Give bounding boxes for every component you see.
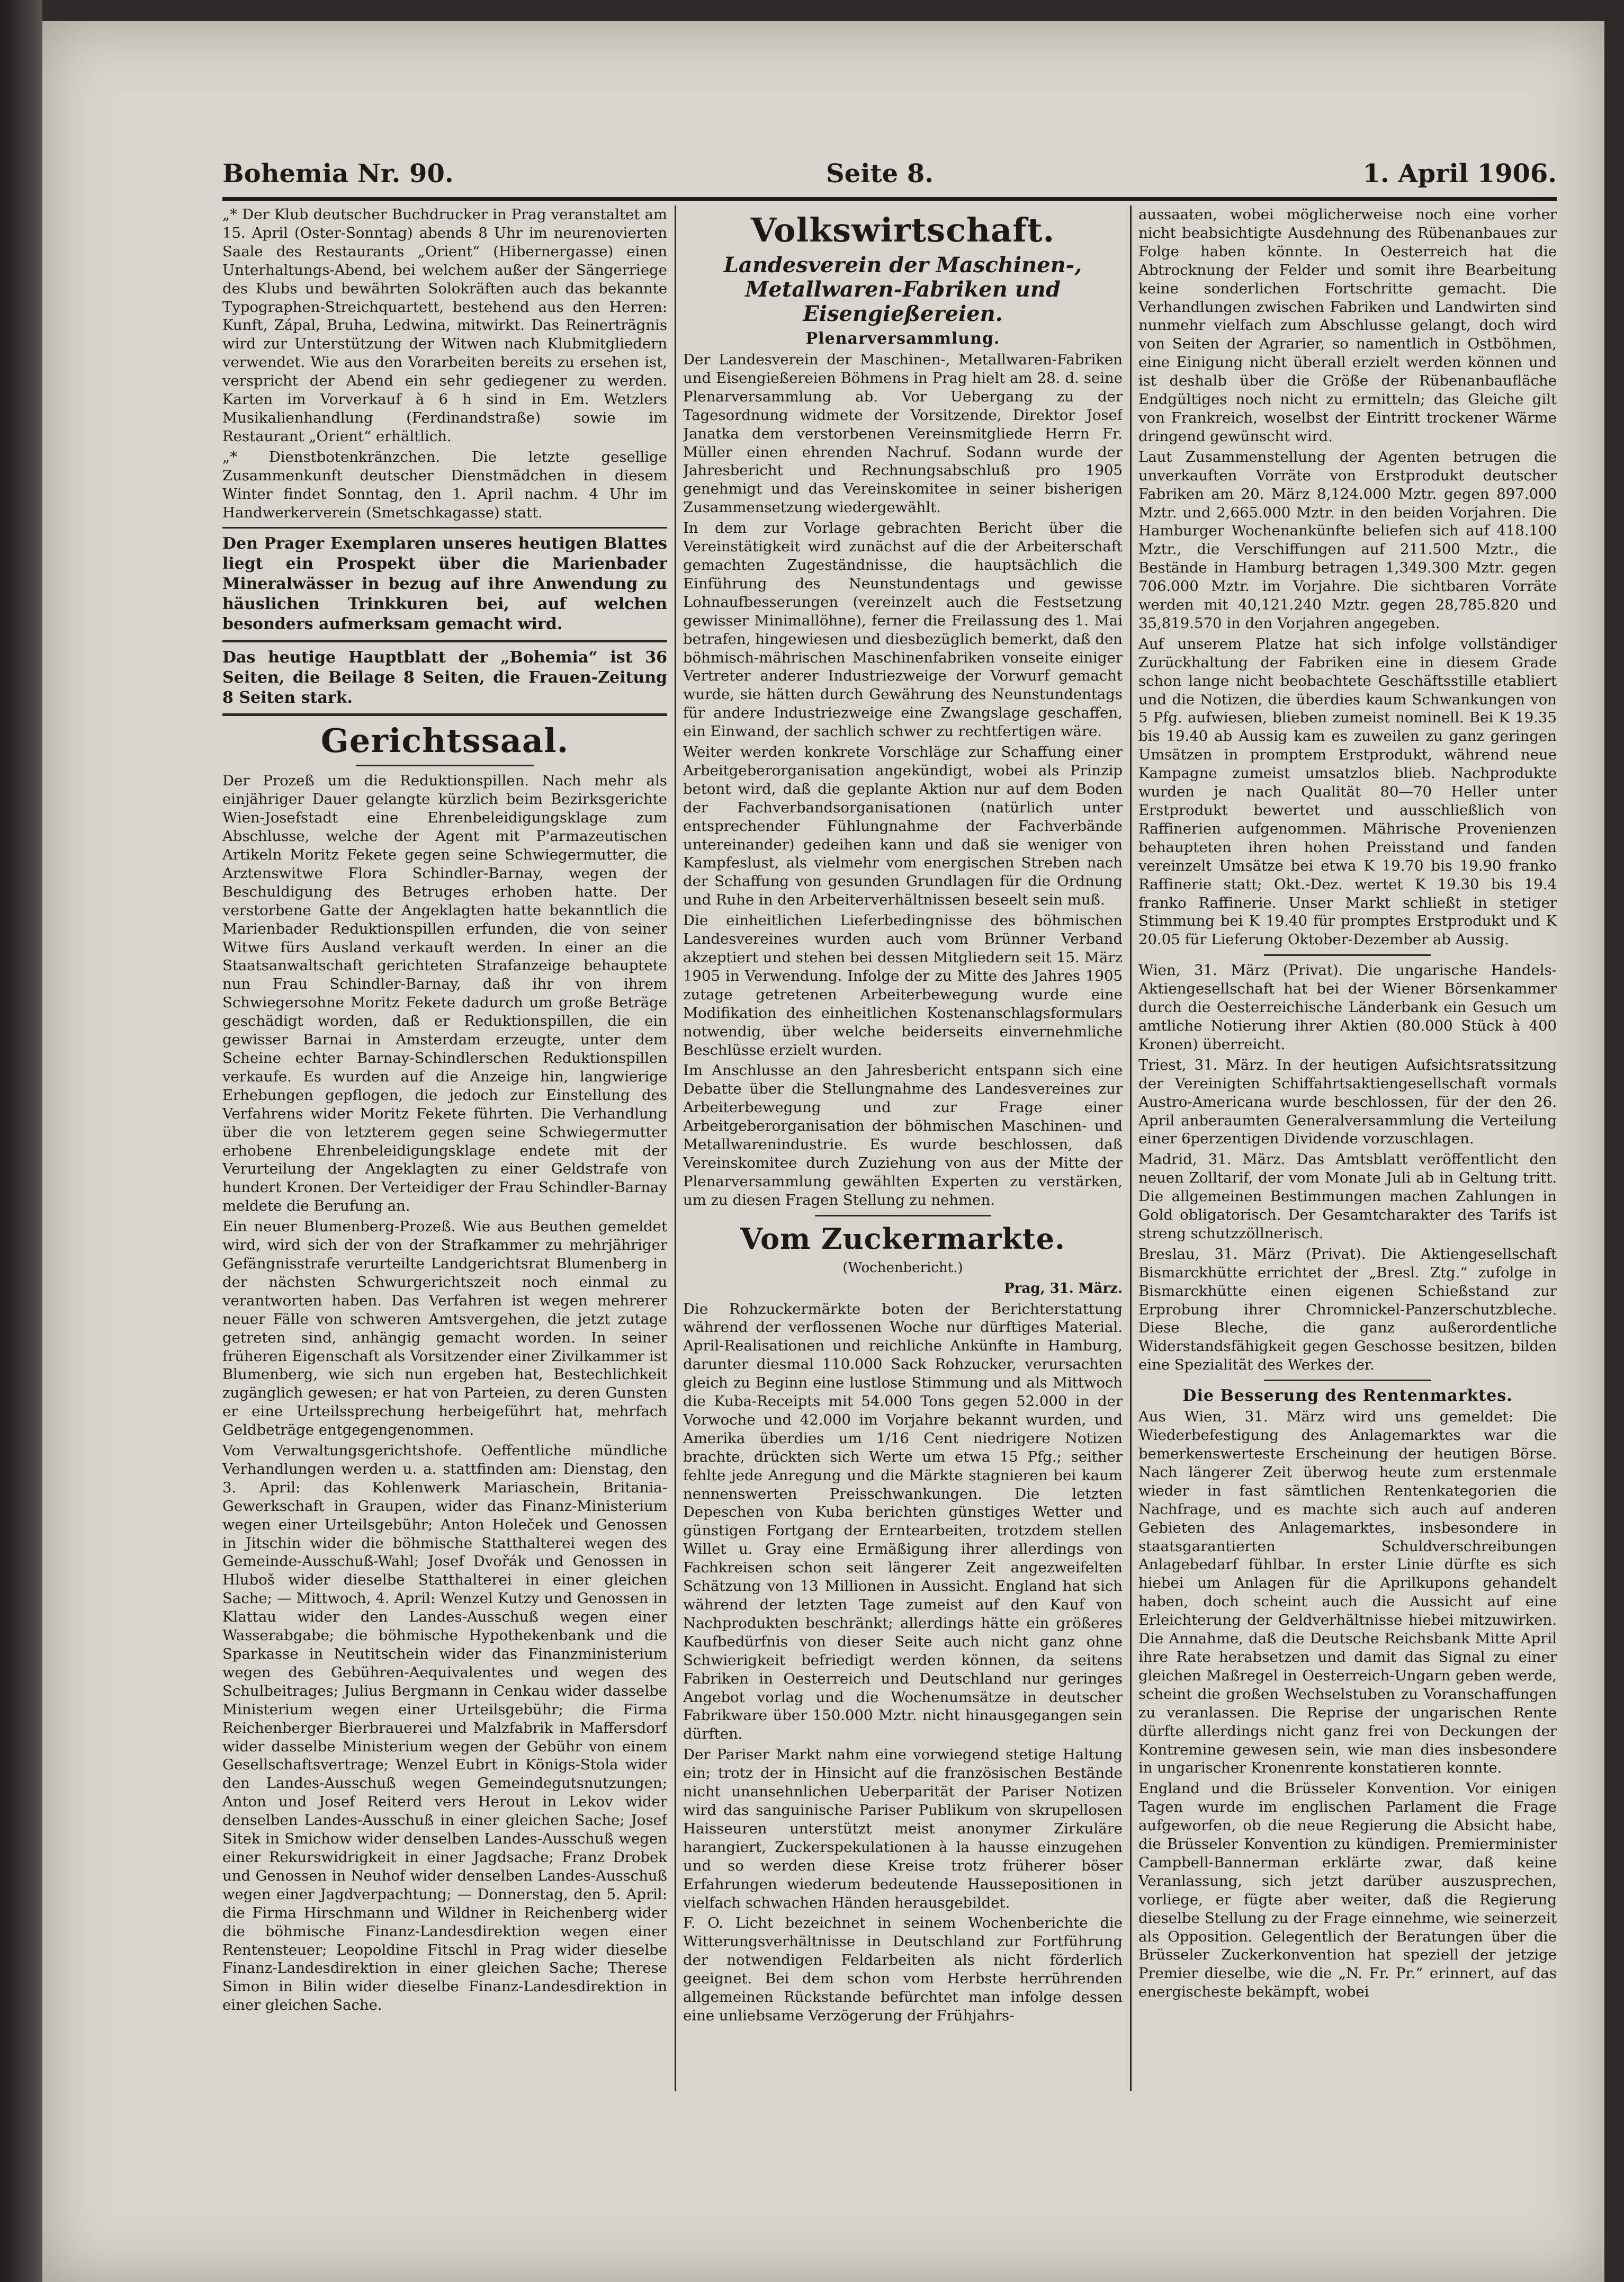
column-3 — [1138, 205, 1557, 2112]
section-title-volkswirtschaft: Volkswirtschaft. — [750, 211, 1055, 249]
article-title-rentenmarkt: Die Besserung des Rentenmarktes. — [1182, 1386, 1513, 1406]
divider — [222, 640, 667, 642]
header-rule — [222, 197, 1557, 201]
article-title-landesverein: Landesverein der Maschinen-, Metallwaren-Fabriken und Eisengießereien. — [723, 253, 1082, 326]
article-subtitle-wochenbericht: (Wochenbericht.) — [842, 1259, 963, 1276]
news-madrid: Madrid, 31. März. Das Amtsblatt veröffentlicht den neuen Zolltarif, der vom Monate Juli ab in Geltung tritt. Die allgemeinen Bestimmungen machen Zahlungen in Gold obligatorisch. Der Gesamtcharakter des Tarifs ist streng schutzzöllnerisch. — [1138, 1151, 1557, 1242]
news-wien: Wien, 31. März (Privat). Die ungarische Handels-Aktiengesellschaft hat bei der Wiener Börsenkammer durch die Oesterreichische Länderbank ein Gesuch um amtliche Notierung ihrer Aktien (80.000 Stück à 400 Kronen) überreicht. — [1138, 962, 1557, 1053]
news-breslau: Breslau, 31. März (Privat). Die Aktiengesellschaft Bismarckhütte errichtet der „Bresl. Ztg.“ zufolge in Bismarckhütte einen eigenen Schießstand zur Erprobung ihrer Chromnickel-Panzerschutzbleche. Diese Bleche, die ganz außerordentliche Widerstandsfähigkeit gegen Geschosse besitzen, bilden eine Spezialität des Werkes der. — [1138, 1245, 1557, 1374]
paragraph: Der Pariser Markt nahm eine vorwiegend stetige Haltung ein; trotz der in Hinsicht auf die französischen Bestände nicht unansehnlichen Ueberparität der Pariser Notizen wird das sanguinische Pariser Publikum von skrupellosen Haisseuren unterstützt meist anonymer Zirkuläre harangiert, Zuckerspekulationen à la hausse einzugehen und so werden diese Kreise trotz früherer böser Erfahrungen wiederum bedeutende Haussepositionen in vielfach schwachen Händen herausgebildet. — [683, 1746, 1123, 1911]
paragraph: aussaaten, wobei möglicherweise noch eine vorher nicht beabsichtigte Ausdehnung des Rübenanbaues zur Folge haben könnte. In Oesterreich hat die Abtrocknung der Felder und somit ihre Bearbeitung keine sonderlichen Fortschritte gemacht. Die Verhandlungen zwischen Fabriken und Landwirten sind nunmehr vielfach zum Abschlusse gelangt, doch wird von Seiten der Agrarier, so namentlich in Ostböhmen, eine Einigung nicht überall erzielt werden können und ist deshalb über die Größe der Rübenanbaufläche Endgültiges noch nicht zu ermitteln; das Gleiche gilt von Frankreich, woselbst der Eintritt trockener Wärme dringend gewünscht wird. — [1138, 206, 1557, 445]
divider — [1264, 1380, 1431, 1381]
article-subhead-plenarversammlung: Plenarversammlung. — [805, 329, 1000, 348]
divider — [815, 1215, 991, 1216]
column-1 — [222, 205, 667, 2112]
paragraph: Aus Wien, 31. März wird uns gemeldet: Die Wiederbefestigung des Anlagemarktes war die bemerkenswerteste Erscheinung der heutigen Börse. Nach längerer Zeit überwog heute zum erstenmale wieder in fast sämtlichen Rentenkategorien die Nachfrage, und es machte sich auch auf anderen Gebieten des Anlagemarktes, insbesondere in staatsgarantierten Schuldverschreibungen Anlagebedarf fühlbar. In erster Linie dürfte es sich hiebei um Anlagen für die Aprilkupons gehandelt haben, doch scheint auch die Aussicht auf eine Erleichterung der Geldverhältnisse hiebei mitzuwirken. Die Annahme, daß die Deutsche Reichsbank Mitte April ihre Rate herabsetzen und damit das Signal zu einer gleichen Maßregel in Oesterreich-Ungarn geben werde, scheint die großen Wechselstuben zu Voranschaffungen zu veranlassen. Die Reprise der ungarischen Rente dürfte allerdings nicht ganz frei von Deckungen der Kontremine gewesen sein, wie man dies insbesondere in ungarischer Kronenrente konstatieren konnte. — [1138, 1408, 1557, 1777]
section-title-gerichtssaal: Gerichtssaal. — [320, 721, 569, 760]
news-triest: Triest, 31. März. In der heutigen Aufsichtsratssitzung der Vereinigten Schiffahrtsaktiengesellschaft vormals Austro-Americana wurde beschlossen, für der den 26. April anberaumten Generalversammlung die Verteilung einer 6perzentigen Dividende vorzuschlagen. — [1138, 1056, 1557, 1148]
paragraph: Weiter werden konkrete Vorschläge zur Schaffung einer Arbeitgeberorganisation angekündigt, wobei als Prinzip betont wird, daß die geplante Aktion nur auf dem Boden der Fachverbandsorganisationen (natürlich unter entsprechender Fühlungnahme der Fachverbände untereinander) gedeihen kann und daß sie weniger von Kampfeslust, als vielmehr vom energischen Streben nach der Schaffung von gesunden Grundlagen für die Ordnung und Ruhe in den Arbeiterverhältnissen beseelt sein muß. — [683, 744, 1123, 909]
article-verwaltungsgerichtshof: Vom Verwaltungsgerichtshofe. Oeffentliche mündliche Verhandlungen werden u. a. stattfinden am: Dienstag, den 3. April: das Kohlenwerk Mariaschein, Britania-Gewerkschaft in Graupen, wider das Finanz-Ministerium wegen einer Urteilsgebühr; Anton Holeček und Genossen in Jitschin wider die böhmische Statthalterei wegen des Gemeinde-Ausschuß-Wahl; Josef Dvořák und Genossen in Hluboš wider dieselbe Statthalterei in einer gleichen Sache; — Mittwoch, 4. April: Wenzel Kutzy und Genossen in Klattau wider den Landes-Ausschuß wegen einer Wasserabgabe; die böhmische Hypothekenbank und die Sparkasse in Neutitschein wider das Finanzministerium wegen des Gebühren-Aequivalentes und wegen des Schulbeitrages; Julius Bergmann in Cenkau wider dasselbe Ministerium wegen einer Urteilsgebühr; die Firma Reichenberger Bierbrauerei und Malzfabrik in Maffersdorf wider dasselbe Ministerium wegen der Gebühr von einem Gesellschaftsvertrage; Wenzel Eubrt in Königs-Stola wider den Landes-Ausschuß wegen Gemeindegutsnutzungen; Anton und Josef Reiterd vers Herout in Lekov wider denselben Landes-Ausschuß in einer gleichen Sache; Josef Sitek in Smichow wider denselben Landes-Ausschuß wegen einer Rekurswidrigkeit in einer Jagdsache; Franz Drobek und Genossen in Neuhof wider denselben Landes-Ausschuß wegen einer Jagdverpachtung; — Donnerstag, den 5. April: die Firma Hirschmann und Wildner in Reichenberg wider die böhmische Finanz-Landesdirektion wegen einer Rentensteuer; Leopoldine Fitschl in Prag wider dieselbe Finanz-Landesdirektion in einer gleichen Sache; Therese Simon in Bilin wider dieselbe Finanz-Landesdirektion in einer gleichen Sache. — [222, 1442, 667, 2014]
divider — [1264, 954, 1431, 956]
article-blumenberg: Ein neuer Blumenberg-Prozeß. Wie aus Beuthen gemeldet wird, wird sich der von der Strafkammer zu mehrjähriger Gefängnisstrafe verurteilte Landgerichtsrat Blumenberg in der nächsten Schwurgerichtszeit noch einmal zu verantworten haben. Das Verfahren ist wegen mehrerer neuer Fälle von schweren Amtsvergehen, die jetzt zutage getreten sind, anhängig gemacht worden. In seiner früheren Eigenschaft als Vorsitzender einer Zivilkammer ist Blumenberg, wie sich nun ergeben hat, Bestechlichkeit zugänglich gewesen; er hat von Parteien, zu deren Gunsten er eine Urteilssprechung herbeigeführt hat, mehrfach Geldbeträge entgegengenommen. — [222, 1218, 667, 1439]
header-page-number: Seite 8. — [826, 159, 934, 189]
book-binding-edge — [0, 0, 42, 2282]
paragraph: In dem zur Vorlage gebrachten Bericht über die Vereinstätigkeit wird zunächst auf die der Arbeiterschaft gemachten Zugeständnisse, die hauptsächlich die Einführung des Neunstundentags und gewisse Lohnaufbesserungen (vereinzelt auch die Festsetzung gewisser Minimallöhne), ferner die Freilassung des 1. Mai betrafen, hingewiesen und diesbezüglich bemerkt, daß den böhmisch-mährischen Maschinenfabriken vonseite einiger Vertreter anderer Industriezweige der Vorwurf gemacht wurde, sie hätten durch Gewährung des Neunstundentags für andere Industriezweige eine Zwangslage geschaffen, ein Einwand, der sachlich schwer zu rechtfertigen wäre. — [683, 520, 1123, 740]
column-2 — [683, 205, 1123, 2112]
divider — [356, 765, 534, 766]
notice-page-count: Das heutige Hauptblatt der „Bohemia“ ist 36 Seiten, die Beilage 8 Seiten, die Frauen-Zeitung 8 Seiten stark. — [222, 648, 667, 708]
paragraph: Im Anschlusse an den Jahresbericht entspann sich eine Debatte über die Stellungnahme des Landesvereines zur Arbeiterbewegung und zur Frage einer Arbeitgeberorganisation der böhmischen Maschinen- und Metallwarenindustrie. Es wurde beschlossen, daß Vereinskomitee durch Zuziehung von aus der Mitte der Plenarversammlung gewählten Experten zu verstärken, um zu diesen Fragen Stellung zu nehmen. — [683, 1062, 1123, 1209]
paragraph: F. O. Licht bezeichnet in seinem Wochenberichte die Witterungsverhältnisse in Deutschland zur Fortführung der notwendigen Feldarbeiten als nicht förderlich geeignet. Bei dem schon vom Herbste herrührenden allgemeinen Rückstande befürchtet man infolge dessen eine unliebsame Verzögerung der Frühjahrs- — [683, 1914, 1123, 2024]
page-header — [222, 159, 1557, 196]
section-title-zuckermarkt: Vom Zuckermarkte. — [740, 1221, 1065, 1256]
article-reduktionspillen: Der Prozeß um die Reduktionspillen. Nach mehr als einjähriger Dauer gelangte kürzlich beim Bezirksgerichte Wien-Josefstadt eine Ehrenbeleidigungsklage zum Abschlusse, welche der Agent mit P'armazeutischen Artikeln Moritz Fekete gegen seine Schwiegermutter, die Arztenswitwe Flora Schindler-Barnay, wegen der Beschuldigung des Betruges erhoben hatte. Der verstorbene Gatte der Angeklagten hatte bekanntlich die Marienbader Reduktionspillen erfunden, die von seiner Witwe fürs Ausland verkauft werden. In einer an die Staatsanwaltschaft gerichteten Strafanzeige behauptete nun Frau Schindler-Barnay, daß ihr von ihrem Schwiegersohne Moritz Fekete dadurch um große Beträge geschädigt worden, daß er Reduktionspillen, die ein gewisser Barnai in Amsterdam erzeugte, unter dem Scheine echter Barnay-Schindlerschen Reduktionspillen verkaufe. Es wurden auf die Anzeige hin, langwierige Erhebungen gepflogen, die jedoch zur Einstellung des Verfahrens wider Moritz Fekete führten. Die Verhandlung über die von letzterem gegen seine Schwiegermutter erhobene Ehrenbeleidigungsklage endete mit der Verurteilung der Angeklagten zu einer Geldstrafe von hundert Kronen. Der Verteidiger der Frau Schindler-Barnay meldete die Berufung an. — [222, 772, 667, 1215]
column-divider-1 — [675, 205, 676, 2091]
paragraph: Laut Zusammenstellung der Agenten betrugen die unverkauften Vorräte von Erstprodukt deutscher Fabriken am 20. März 8,124.000 Mztr. gegen 897.000 Mztr. und 2,665.000 Mztr. in den beiden Vorjahren. Die Hamburger Wochenankünfte beliefen sich auf 418.100 Mztr., die Verschiffungen auf 211.500 Mztr., die Bestände in Hamburg betragen 1,349.300 Mztr. gegen 706.000 Mztr. im Vorjahre. Die sichtbaren Vorräte werden mit 40,121.240 Mztr. gegen 28,785.820 und 35,819.570 in den Vorjahren angegeben. — [1138, 448, 1557, 632]
article-buchdrucker: „* Der Klub deutscher Buchdrucker in Prag veranstaltet am 15. April (Oster-Sonntag) abends 8 Uhr im neurenovierten Saale des Restaurants „Orient“ (Hibernergasse) einen Unterhaltungs-Abend, bei welchem außer der Sängerriege des Klubs und bewährten Solokräften auch das bekannte Typographen-Streichquartett, bestehend aus den Herren: Kunft, Zápal, Bruha, Ledwina, mitwirkt. Das Reinerträgnis wird zur Unterstützung der Witwen nach Klubmitgliedern verwendet. Wie aus den Vorarbeiten bereits zu ersehen ist, verspricht der Abend ein sehr gediegener zu werden. Karten im Vorverkauf à 6 h sind in Em. Wetzlers Musikalienhandlung (Ferdinandstraße) sowie im Restaurant „Orient“ erhältlich. — [222, 206, 667, 445]
header-masthead: Bohemia Nr. 90. — [222, 159, 454, 189]
divider — [222, 713, 667, 716]
paragraph: England und die Brüsseler Konvention. Vor einigen Tagen wurde im englischen Parlament die Frage aufgeworfen, ob die neue Regierung die Absicht habe, die Brüsseler Konvention zu kündigen. Premierminister Campbell-Bannerman erklärte zwar, daß keine Veranlassung, sich jetzt darüber auszusprechen, vorliege, er fügte aber weiter, daß die Regierung dieselbe Stellung zu der Frage einnehme, wie seinerzeit als Opposition. Gelegentlich der Beratungen über die Brüsseler Zuckerkonvention hat speziell der jetzige Premier dieselbe, wie die „N. Fr. Pr.“ erinnert, auf das energischeste bekämpft, wobei — [1138, 1780, 1557, 2001]
paragraph: Auf unserem Platze hat sich infolge vollständiger Zurückhaltung der Fabriken eine in diesem Grade schon lange nicht beobachtete Geschäftsstille etabliert und die Notizen, die überdies kaum Schwankungen von 5 Pfg. aufwiesen, blieben zumeist nominell. Bei K 19.35 bis 19.40 ab Aussig kam es zuweilen zu ganz geringen Umsätzen in promptem Erstprodukt, während neue Kampagne zumeist umsatzlos blieb. Nachprodukte wurden je nach Qualität 80—70 Heller unter Erstprodukt bewertet und ausschließlich von Raffinerien aufgenommen. Mährische Provenienzen behaupteten ihren hohen Preisstand und fanden vereinzelt Umsätze bei etwa K 19.70 bis 19.90 franko Raffinerie statt; Okt.-Dez. wertet K 19.30 bis 19.4 franko Raffinerie. Unser Markt schließt in stetiger Stimmung bei K 19.40 für promptes Erstprodukt und K 20.05 für Lieferung Oktober-Dezember ab Aussig. — [1138, 635, 1557, 948]
dateline: Prag, 31. März. — [1004, 1280, 1123, 1296]
header-date: 1. April 1906. — [1362, 159, 1557, 189]
notice-prospekt: Den Prager Exemplaren unseres heutigen Blattes liegt ein Prospekt über die Marienbader Mineralwässer in bezug auf ihre Anwendung zu häuslichen Trinkkuren bei, auf welchen besonders aufmerksam gemacht wird. — [222, 534, 667, 634]
paragraph: Die Rohzuckermärkte boten der Berichterstattung während der verflossenen Woche nur dürftiges Material. April-Realisationen und reichliche Ankünfte in Hamburg, darunter diesmal 110.000 Sack Rohzucker, verursachten gleich zu Beginn eine lustlose Stimmung und als Mittwoch die Kuba-Receipts mit 54.000 Tons gegen 52.000 in der Vorwoche und 42.000 im Vorjahre bekannt wurden, und Amerika überdies um 1/16 Cent niedrigere Notizen brachte, drückten sich Werte um etwa 15 Pfg.; seither fehlte jede Anregung und die Märkte stagnieren bei kaum nennenswerten Preisschwankungen. Die letzten Depeschen von Kuba berichten günstiges Wetter und günstigen Fortgang der Erntearbeiten, trotzdem stellen Willet u. Gray eine Ermäßigung ihrer allerdings von Fachkreisen schon seit längerer Zeit angezweifelten Schätzung von 13 Millionen in Aussicht. England hat sich während der letzten Tage zumeist auf den Kauf von Nachprodukten beschränkt; allerdings hätte ein größeres Kaufbedürfnis von dieser Seite auch nicht ganz ohne Schwierigkeit befriedigt werden können, da seitens Fabriken in Oesterreich und Deutschland nur geringes Angebot vorlag und die Wochenumsätze in deutscher Fabrikware über 150.000 Mztr. nicht hinausgegangen sein dürften. — [683, 1300, 1123, 1743]
paragraph: Die einheitlichen Lieferbedingnisse des böhmischen Landesvereines wurden auch vom Brünner Verband akzeptiert und stehen bei dessen Mitgliedern seit 15. März 1905 in Verwendung. Infolge der zu Mitte des Jahres 1905 zutage getretenen Arbeiterbewegung wurde eine Modifikation des einheitlichen Kostenanschlagsformulars notwendig, über welche beiderseits einvernehmliche Beschlüsse erzielt wurden. — [683, 912, 1123, 1059]
article-dienstboten: „* Dienstbotenkränzchen. Die letzte gesellige Zusammenkunft deutscher Dienstmädchen in diesem Winter findet Sonntag, den 1. April nachm. 4 Uhr im Handwerkerverein (Smetschkagasse) statt. — [222, 448, 667, 521]
paragraph: Der Landesverein der Maschinen-, Metallwaren-Fabriken und Eisengießereien Böhmens in Prag hielt am 28. d. seine Plenarversammlung ab. Vor Uebergang zu der Tagesordnung widmete der Vorsitzende, Direktor Josef Janatka dem verstorbenen Vereinsmitgliede Herrn Fr. Müller einen ehrenden Nachruf. Sodann wurde der Jahresbericht und Rechnungsabschluß pro 1905 genehmigt und das Vereinskomitee in seiner bisherigen Zusammensetzung wiedergewählt. — [683, 351, 1123, 516]
divider — [222, 527, 667, 529]
column-divider-2 — [1130, 205, 1132, 2091]
